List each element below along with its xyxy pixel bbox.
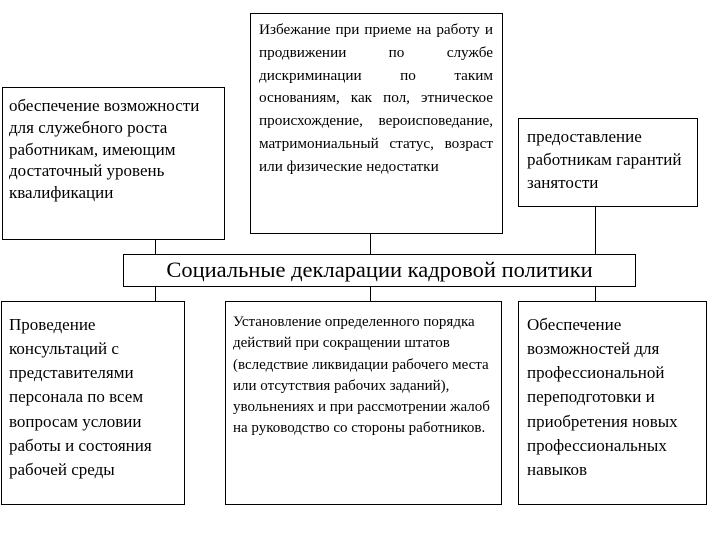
- connector-top-right: [595, 206, 596, 255]
- bottom-center-box-text: Установление определенного порядка действий при сокращении штатов (вследствие ликвидации рабочего места или отсутствия рабочих заданий), увольнениях и при рассмотрении жалоб на руководство со стороны работников.: [233, 314, 490, 437]
- connector-top-left: [155, 240, 156, 255]
- bottom-right-box: [518, 301, 707, 505]
- center-title: Социальные декларации кадровой политики: [166, 257, 593, 283]
- connector-bottom-center: [370, 286, 371, 302]
- top-center-box: [250, 13, 503, 234]
- center-title-box: [123, 254, 636, 287]
- connector-bottom-left: [155, 286, 156, 302]
- connector-top-center: [370, 233, 371, 255]
- connector-bottom-right: [595, 286, 596, 302]
- bottom-left-box-text: Проведение консультаций с представителями персонала по всем вопросам условии работы и состояния рабочей среды: [9, 315, 152, 479]
- top-left-box: [2, 87, 225, 240]
- bottom-right-box-text: Обеспечение возможностей для профессиональной переподготовки и приобретения новых профессиональных навыков: [527, 315, 678, 479]
- bottom-left-box: [1, 301, 185, 505]
- top-right-box: [518, 118, 698, 207]
- top-center-box-text: Избежание при приеме на работу и продвижении по службе дискриминации по таким основаниям, как пол, этническое происхождение, вероисповедание, матримониальный статус, возраст или физические недостатки: [259, 21, 493, 175]
- top-right-box-text: предоставление работникам гарантий занятости: [527, 127, 682, 192]
- top-left-box-text: обеспечение возможности для служебного роста работникам, имеющим достаточный уровень квалификации: [9, 96, 200, 202]
- bottom-center-box: [225, 301, 502, 505]
